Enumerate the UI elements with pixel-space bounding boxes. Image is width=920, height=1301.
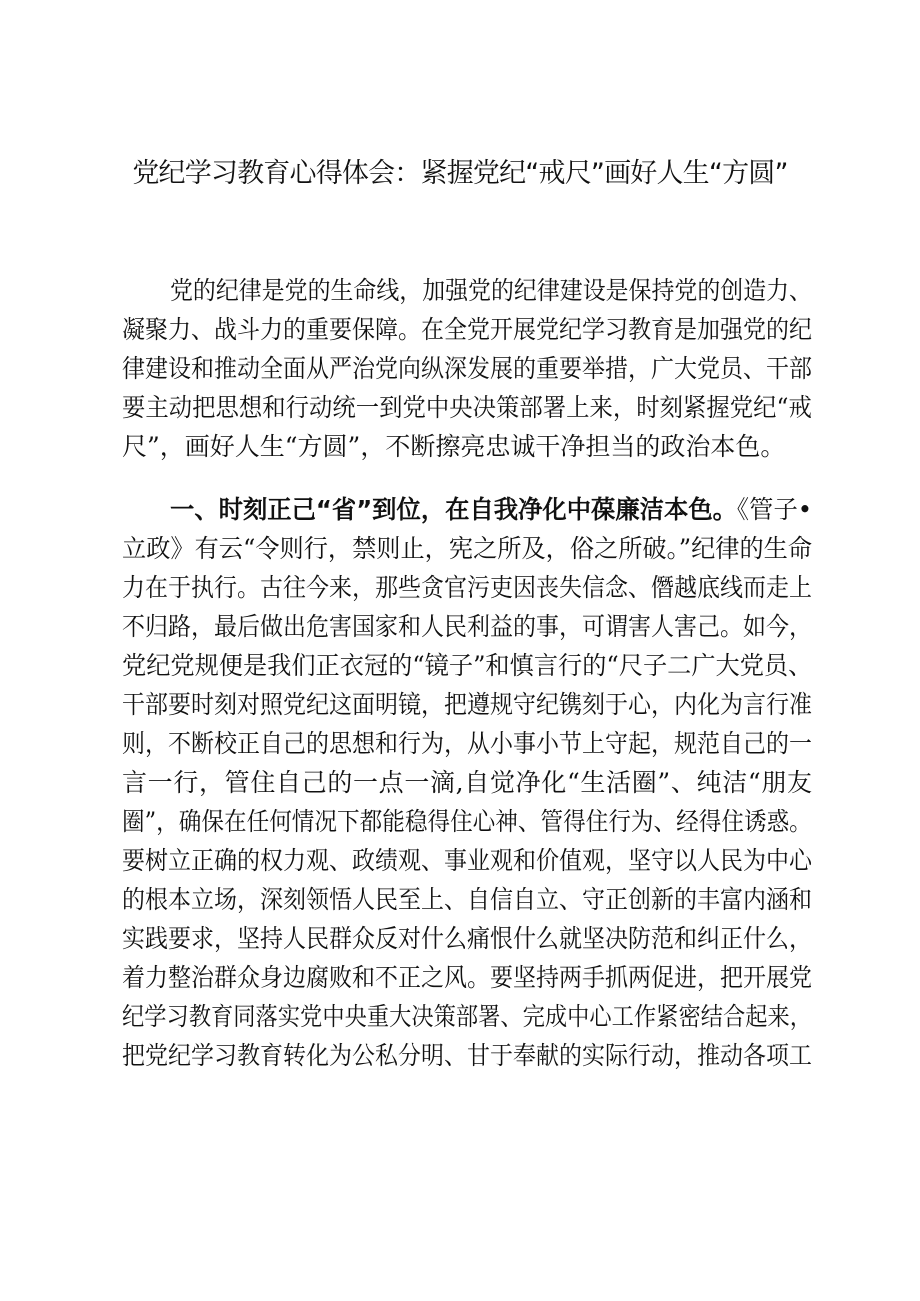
section1-line-5: 党纪党规便是我们正衣冠的“镜子”和慎言行的“尺子二广大党员、 bbox=[122, 651, 813, 680]
intro-line-3: 律建设和推动全面从严治党向纵深发展的重要举措，广大党员、干部 bbox=[122, 354, 813, 383]
section1-line-4: 不归路，最后做出危害国家和人民利益的事，可谓害人害己。如今， bbox=[122, 612, 813, 641]
section1-line-9: 圈”，确保在任何情况下都能稳得住心神、管得住行为、经得住诱惑。 bbox=[122, 807, 812, 836]
section1-line-2: 立政》有云“令则行，禁则止，宪之所及，俗之所破。”纪律的生命 bbox=[122, 534, 813, 563]
section1-line-13: 着力整治群众身边腐败和不正之风。要坚持两手抓两促进，把开展党 bbox=[122, 963, 813, 992]
section1-line-15: 把党纪学习教育转化为公私分明、甘于奉献的实际行动，推动各项工 bbox=[122, 1041, 813, 1070]
section1-first-line-rest: 《管子• bbox=[736, 495, 813, 524]
section1-line-10: 要树立正确的权力观、政绩观、事业观和价值观，坚守以人民为中心 bbox=[122, 846, 813, 875]
intro-line-2: 凝聚力、战斗力的重要保障。在全党开展党纪学习教育是加强党的纪 bbox=[122, 315, 813, 344]
document-title: 党纪学习教育心得体会：紧握党纪“戒尺”画好人生“方圆” bbox=[132, 158, 788, 189]
section1-line-6: 干部要时刻对照党纪这面明镜，把遵规守纪镌刻于心，内化为言行准 bbox=[122, 690, 813, 719]
section1-line-11: 的根本立场，深刻领悟人民至上、自信自立、守正创新的丰富内涵和 bbox=[122, 885, 813, 914]
section1-first-line bbox=[170, 491, 813, 529]
section1-line-12: 实践要求，坚持人民群众反对什么痛恨什么就坚决防范和纠正什么， bbox=[122, 924, 813, 953]
section1-line-14: 纪学习教育同落实党中央重大决策部署、完成中心工作紧密结合起来， bbox=[122, 1002, 812, 1031]
intro-line-1: 党的纪律是党的生命线，加强党的纪律建设是保持党的创造力、 bbox=[170, 276, 812, 305]
section1-line-7: 则，不断校正自己的思想和行为，从小事小节上守起，规范自己的一 bbox=[122, 729, 813, 758]
intro-line-5: 尺”，画好人生“方圆”，不断擦亮忠诚干净担当的政治本色。 bbox=[122, 432, 786, 461]
section1-line-8: 言一行，管住自己的一点一滴,自觉净化“生活圈”、纯洁“朋友 bbox=[122, 768, 812, 797]
section1-line-3: 力在于执行。古往今来，那些贪官污吏因丧失信念、僭越底线而走上 bbox=[122, 573, 813, 602]
section1-heading: 一、时刻正己“省”到位，在自我净化中葆廉洁本色。 bbox=[170, 495, 737, 524]
intro-line-4: 要主动把思想和行动统一到党中央决策部署上来，时刻紧握党纪“戒 bbox=[122, 393, 812, 422]
